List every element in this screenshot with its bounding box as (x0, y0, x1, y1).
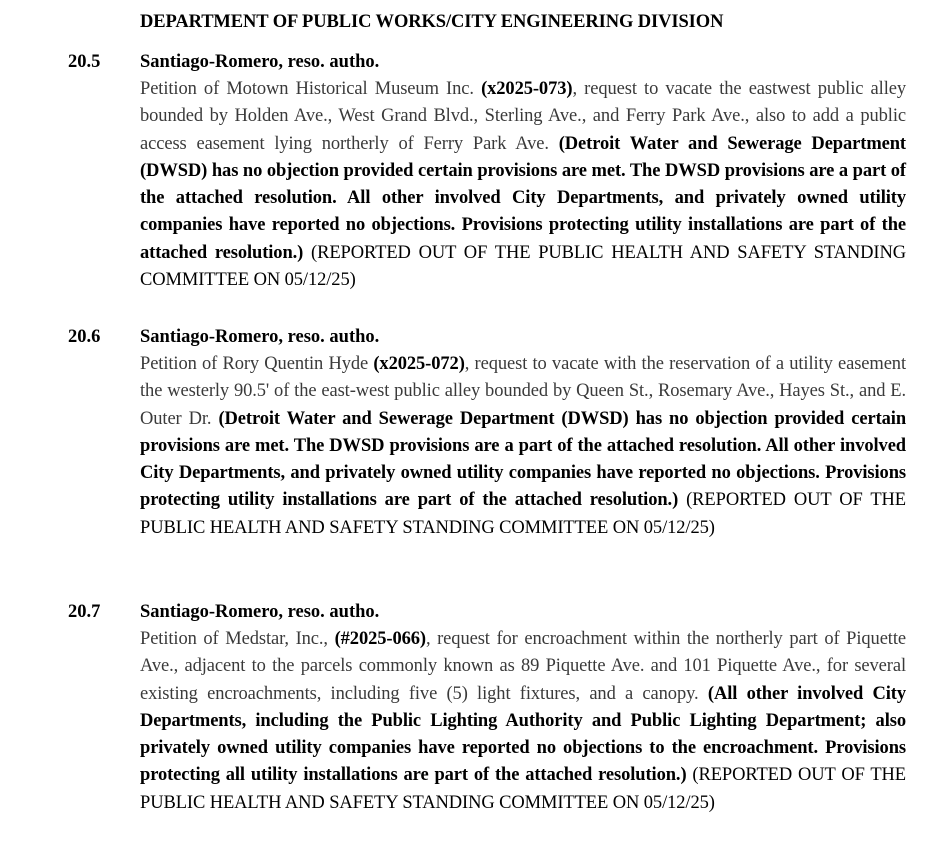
department-heading: DEPARTMENT OF PUBLIC WORKS/CITY ENGINEERING DIVISION (140, 12, 724, 32)
item-number: 20.6 (68, 327, 101, 347)
petition-request: , request to vacate with the reservation of a utility easement the westerly 90.5' of the east-west public alley bounded by Queen St., Rosemary Ave., Hayes St., and E. Outer Dr. (140, 354, 906, 429)
report-status: (REPORTED OUT OF THE PUBLIC HEALTH AND SAFETY STANDING COMMITTEE ON 05/12/25) (140, 242, 906, 291)
provisions-note: (Detroit Water and Sewerage Department (DWSD) has no objection provided certain provisions are met. The DWSD provisions are a part of the attached resolution. All other involved City Departments, and privately owned utility companies have reported no objections. Provisions protecting utility installations are part of the attached resolution.) (140, 408, 907, 511)
item-sponsor: Santiago-Romero, reso. autho. (140, 52, 380, 72)
petition-intro: Petition of Motown Historical Museum Inc. (140, 79, 482, 99)
provisions-note: (All other involved City Departments, including the Public Lighting Authority and Public Lighting Department; also privately owned utility companies have reported no objections to the encroachment. Provisions protecting all utility installations are part of the attached resolution.) (140, 683, 907, 786)
provisions-note: (Detroit Water and Sewerage Department (DWSD) has no objection provided certain provisions are met. The DWSD provisions are a part of the attached resolution. All other involved City Departments, and privately owned utility companies have reported no objections. Provisions protecting utility installations are part of the attached resolution.) (140, 133, 906, 263)
item-number: 20.7 (68, 602, 101, 622)
petition-number: (x2025-072) (373, 354, 465, 374)
item-number: 20.5 (68, 52, 101, 72)
petition-number: (x2025-073) (481, 79, 573, 99)
item-sponsor: Santiago-Romero, reso. autho. (140, 327, 380, 347)
petition-request: , request to vacate the eastwest public alley bounded by Holden Ave., West Grand Blvd., Sterling Ave., and Ferry Park Ave., also to add a public access easement lying northerly of Ferry Park Ave. (140, 79, 907, 154)
item-sponsor: Santiago-Romero, reso. autho. (140, 602, 380, 622)
petition-intro: Petition of Rory Quentin Hyde (140, 354, 374, 374)
report-status: (REPORTED OUT OF THE PUBLIC HEALTH AND SAFETY STANDING COMMITTEE ON 05/12/25) (140, 765, 906, 813)
petition-intro: Petition of Medstar, Inc., (140, 629, 335, 649)
item-body (140, 351, 906, 542)
item-body (140, 626, 906, 817)
item-body (140, 76, 906, 294)
petition-request: , request for encroachment within the northerly part of Piquette Ave., adjacent to the parcels commonly known as 89 Piquette Ave. and 101 Piquette Ave., for several existing encroachments, including five (5) light fixtures, and a canopy. (140, 629, 906, 704)
petition-number: (#2025-066) (334, 629, 426, 649)
report-status: (REPORTED OUT OF THE PUBLIC HEALTH AND SAFETY STANDING COMMITTEE ON 05/12/25) (140, 490, 906, 538)
